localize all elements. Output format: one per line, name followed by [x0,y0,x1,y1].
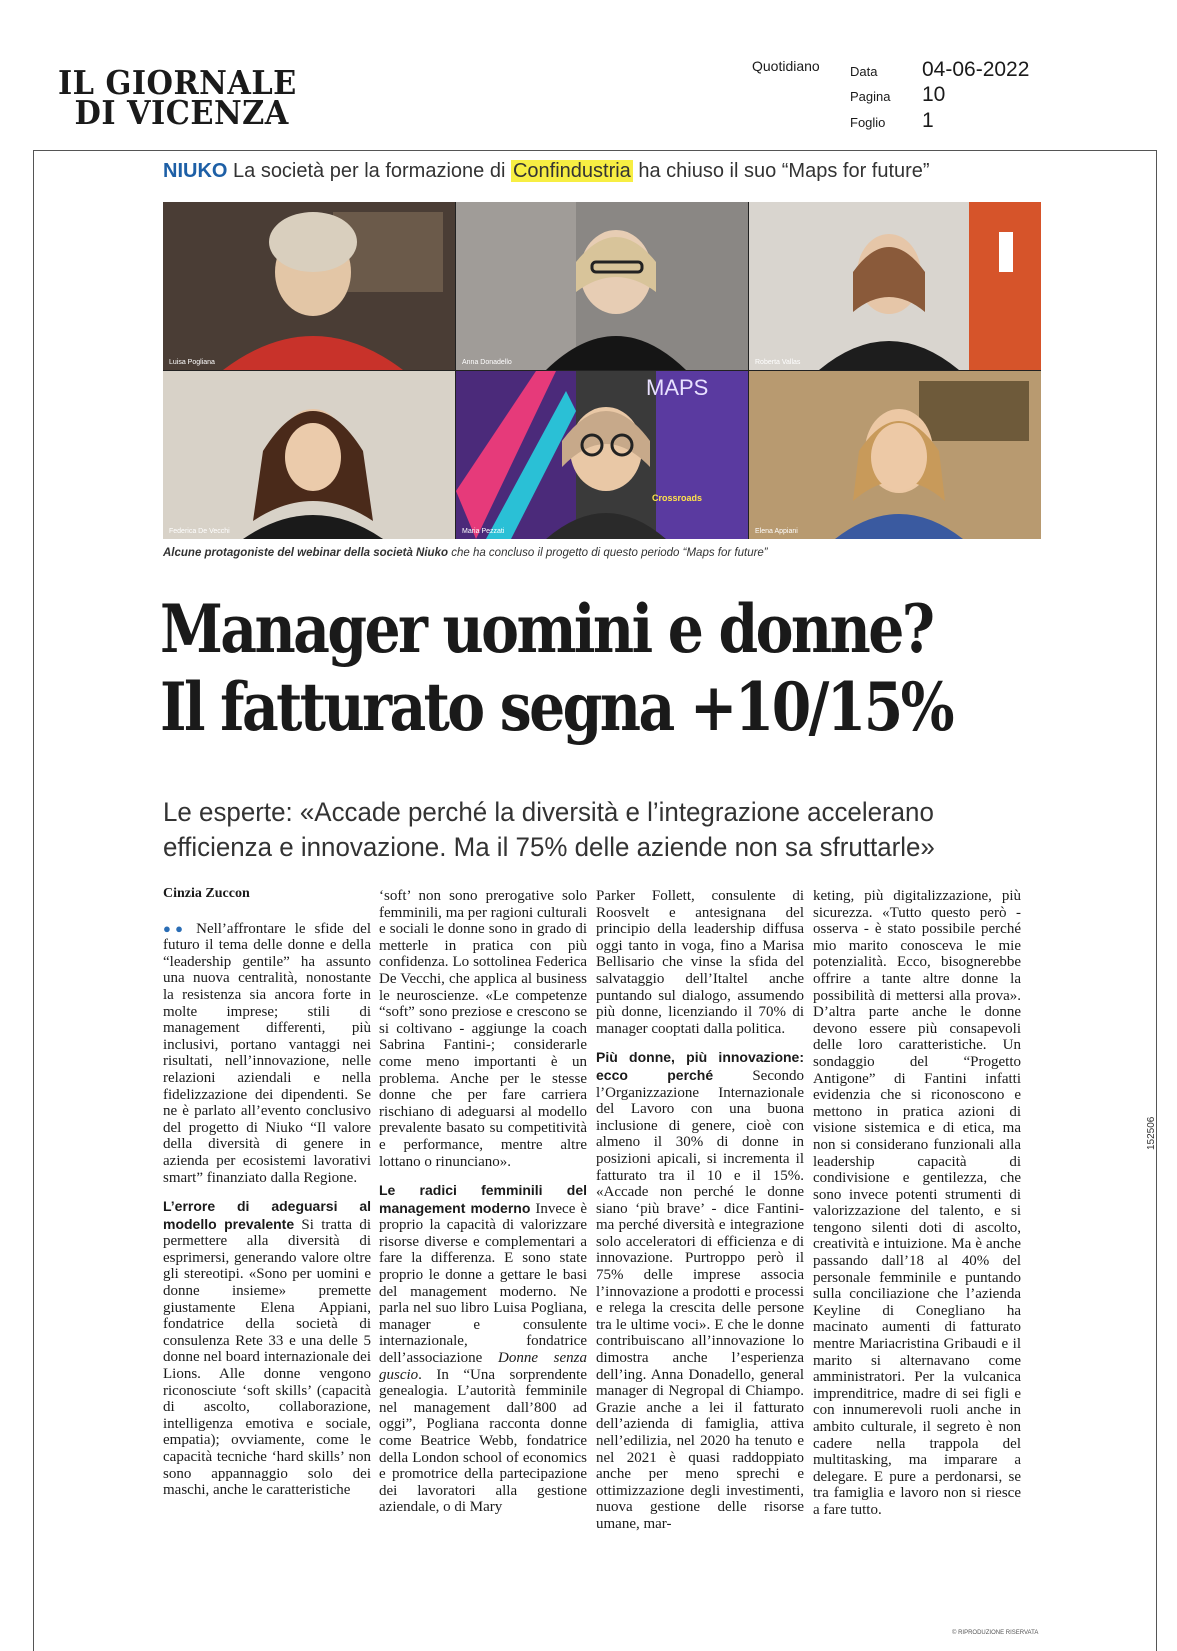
headline [160,590,952,746]
participant-name-1: Luisa Pogliana [169,359,215,366]
page-value: 10 [922,83,946,106]
participant-name-5: Maria Pezzati [462,528,505,535]
participant-name-3: Roberta Vallas [755,359,801,366]
clipping-code: 152506 [1146,1116,1157,1150]
byline: Cinzia Zuccon [163,886,250,901]
article-column-2 [379,888,587,1516]
subheading-2: Le radici femminili del management moderno [379,1182,587,1216]
column-2-paragraph-1: ‘soft’ non sono prerogative solo femminili, ma per ragioni culturali e sociali le donne sono in grado di metterle in pratica con più confidenza. Lo sottolinea Federica De Vecchi, che applica al business le neuroscienze. «Le competenze “soft” sono preziose e crescono se si coltivano - aggiunge la coach Sabrina Fantini-; considerarle come meno importanti è un problema. Anche per le stesse donne che per fare carriera rischiano di adeguarsi al modello prevalente basato su competitività e performance, mentre altre lottano o rinunciano». [379,888,587,1170]
sheet-label: Foglio [850,115,886,130]
column-2-paragraph-2: Le radici femminili del management moderno Invece è proprio la capacità di valorizzare risorse diverse e complementari a fare la differenza. E sono state proprio le donne a gettare le basi del management moderno. Ne parla nel suo libro Luisa Pogliana, manager e consulente internazionale, fondatrice dell’associazione Donne senza guscio. In “Una sorprendente genealogia. L’autorità femminile nel management dall’800 ad oggi”, Pogliana racconta donne come Beatrice Webb, fondatrice della London school of economics e promotrice della partecipazione dei lavoratori alla gestione aziendale, o di Mary [379,1182,587,1516]
participant-portrait-5 [456,371,748,539]
headline-line-1: Manager uomini e donne? [160,590,933,668]
maps-logo-text: MAPS [646,375,709,400]
kicker-text-2: ha chiuso il suo “Maps for future” [632,160,930,182]
subheading-3: Più donne, più innovazione: ecco perché [596,1049,804,1083]
copyright-note: © RIPRODUZIONE RISERVATA [952,1630,1039,1636]
participant-portrait-6 [749,371,1041,539]
participant-portrait-4 [163,371,455,539]
participant-name-6: Elena Appiani [755,528,798,535]
webinar-photo [163,202,1041,539]
masthead-line-2: DI VICENZA [74,93,289,132]
article-column-3 [596,888,804,1533]
sheet-value: 1 [922,109,934,132]
participant-tile-2 [456,202,748,370]
crossroads-text: Crossroads [652,493,703,503]
publication-type: Quotidiano [752,58,820,74]
article-kicker [163,160,930,183]
book-title: Donne senza guscio [379,1350,587,1383]
column-3-paragraph-2: Più donne, più innovazione: ecco perché Secondo l’Organizzazione Internazionale del Lavoro con una buona inclusione di genere, cioè con almeno il 30% di donne in posizioni apicali, si incrementa il fatturato tra il 10 e il 15%. «Accade non perché le donne siano ‘più brave’ - dice Fantini- ma perché diversità e integrazione solo acceleratori di efficienza e di innovazione. Purtroppo però il 75% delle imprese associa l’innovazione a prodotti e processi e relega la crescita delle persone tra le ultime voci». E che le donne contribuiscano all’innovazione lo dimostra anche l’esperienza dell’ing. Anna Donadello, general manager di Negropal di Chiampo. Grazie anche a lei il fatturato dell’azienda di famiglia, attiva nell’edilizia, nel 2020 ha tenuto e nel 2021 è quasi raddoppiato anche per meno sprechi e ottimizzazione degli investimenti, nuova gestione delle risorse umane, mar- [596,1049,804,1532]
column-4-paragraph-1: keting, più digitalizzazione, più sicurezza. «Tutto questo però - osserva - è stato possibile perché mio marito conosceva le mie potenzialità. Ecco, bisognerebbe offrire a tante altre donne la possibilità di mettersi alla prova». D’altra parte anche le donne devono essere più consapevoli delle loro caratteristiche. Un sondaggio del “Progetto Antigone” di Fantini infatti evidenzia che si riconoscono e mettono in pratica azioni di visione sistemica e di etica, ma non si considerano funzionali alla leadership capacità di condivisione e gentilezza, che sono invece potenti strumenti di valorizzazione del talento, e si tengono silenti doti di ascolto, creatività e intuizione. Ma è anche passando dall’18 al 40% del personale femminile e puntando sulla conciliazione che l’azienda Keyline di Conegliano ha macinato aumenti di fatturato mentre Mariacristina Gribaudi e il marito si alternavano come amministratori. Per la vulcanica imprenditrice, madre di sei figli e con innumerevoli ruoli anche in ambito culturale, il segreto è non cadere nella trappola del multitasking, ma imparare a delegare. E pure a perdonarsi, se tra famiglia e lavoro non si riesce a fare tutto. [813,888,1021,1518]
participant-tile-4 [163,371,455,539]
participant-portrait-3 [749,202,1041,370]
lead-dots-icon: ●● [163,920,188,936]
column-1-paragraph-1: ●● Nell’affrontare le sfide del futuro il tema delle donne e della “leadership gentile” ha assunto una nuova centralità, nonostante la resistenza sia ancora forte in molte imprese; stili di management differenti, più inclusivi, portano vantaggi nei risultati, nell’innovazione, nelle relazioni aziendali e nella fidelizzazione dei dipendenti. Se ne è parlato all’evento conclusivo del progetto di Niuko “Il valore della diversità di genere in azienda per ecosistemi lavorativi smart” finanziato dalla Regione. [163,920,371,1186]
participant-tile-3 [749,202,1041,370]
kicker-text-1: La società per la formazione di [227,160,511,182]
participant-tile-1 [163,202,455,370]
newspaper-masthead [58,63,297,132]
participant-name-2: Anna Donadello [462,359,512,366]
kicker-highlight: Confindustria [512,160,631,182]
photo-caption [163,547,768,559]
caption-bold: Alcune protagoniste del webinar della società Niuko [163,547,449,559]
participant-portrait-1 [163,202,455,370]
kicker-brand: NIUKO [163,160,228,182]
article-column-1 [163,886,371,1499]
participant-name-4: Federica De Vecchi [169,528,230,535]
participant-portrait-2 [456,202,748,370]
page-label: Pagina [850,89,891,104]
subheading-1: L’errore di adeguarsi al modello prevalente [163,1198,371,1232]
masthead-line-1: IL GIORNALE [58,63,297,102]
participant-tile-6 [749,371,1041,539]
participant-tile-5 [456,371,748,539]
column-1-paragraph-2: L’errore di adeguarsi al modello prevalente Si tratta di permettere alla diversità di esprimersi, generando valore oltre gli stereotipi. «Sono per uomini e donne insieme» premette giustamente Elena Appiani, fondatrice della società di consulenza Rete 33 e una delle 5 donne nel board internazionale dei Lions. Alle donne vengono riconosciute ‘soft skills’ (capacità di ascolto, collaborazione, intelligenza emotiva e sociale, empatia); ovviamente, come le capacità tecniche ‘hard skills’ non sono appannaggio solo dei maschi, anche le caratteristiche [163,1198,371,1499]
article-column-4 [813,888,1021,1519]
date-value: 04-06-2022 [922,58,1030,81]
subheadline: Le esperte: «Accade perché la diversità e l’integrazione accelerano efficienza e innovazione. Ma il 75% delle aziende non sa sfruttarle» [163,797,935,862]
caption-rest: che ha concluso il progetto di questo periodo “Maps for future” [448,547,768,559]
date-label: Data [850,64,878,79]
headline-line-2: Il fatturato segna +10/15% [160,668,952,746]
column-3-paragraph-1: Parker Follett, consulente di Roosvelt e antesignana del principio della leadership diffusa oggi tanto in voga, fino a Marisa Bellisario che vinse la sfida del salvataggio dell’Italtel anche puntando sul dialogo, assumendo più donne, licenziando il 70% di manager cooptati dalla politica. [596,888,804,1037]
